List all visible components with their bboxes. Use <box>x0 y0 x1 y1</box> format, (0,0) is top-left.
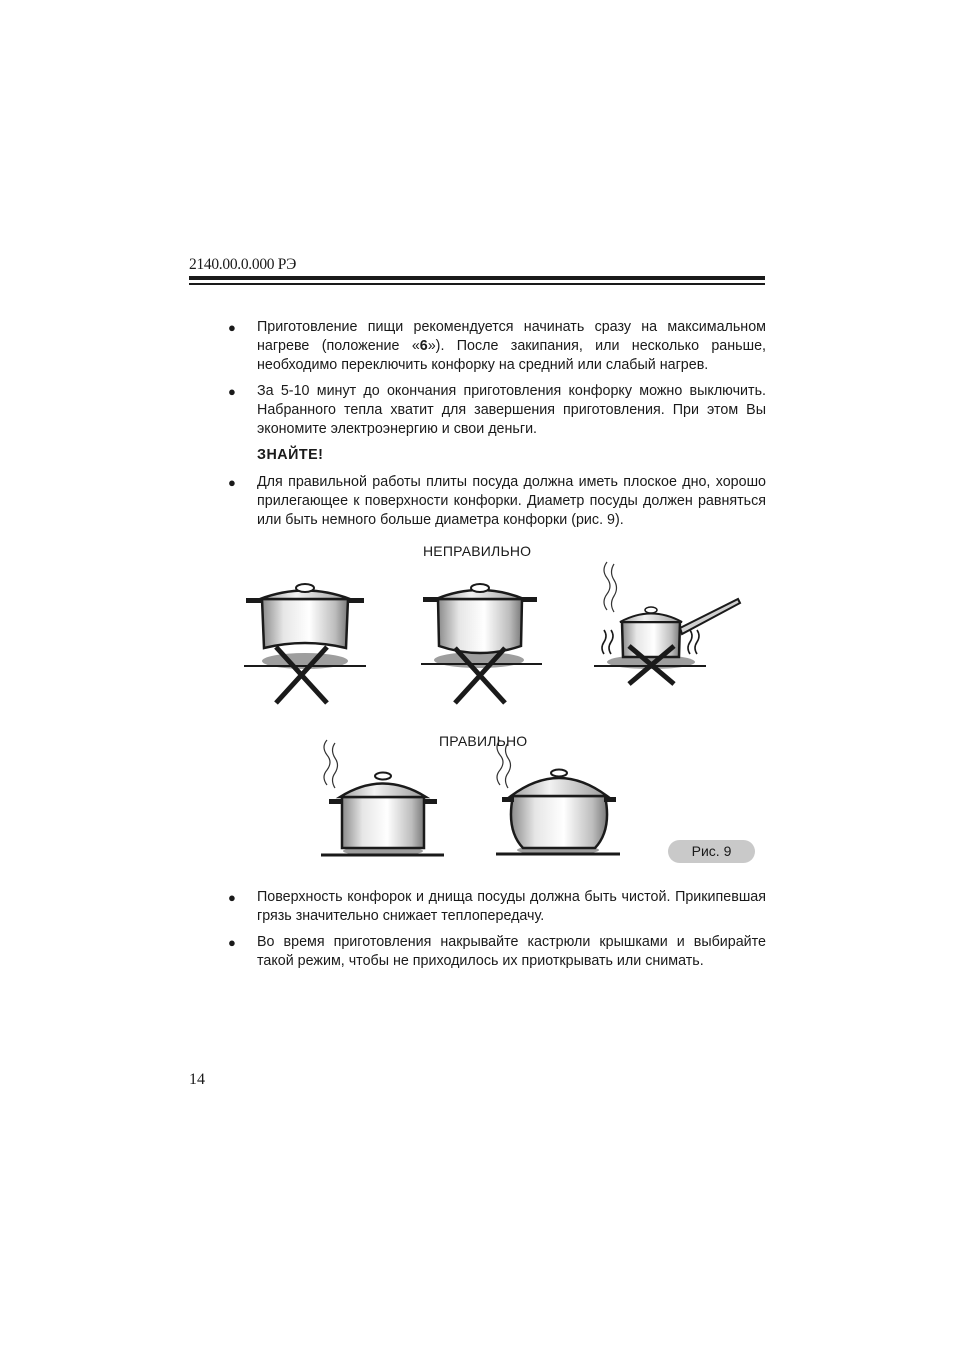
label-wrong: НЕПРАВИЛЬНО <box>423 543 532 559</box>
pot-correct-1 <box>321 740 444 856</box>
bullet-item <box>228 888 766 926</box>
label-right: ПРАВИЛЬНО <box>439 733 528 749</box>
pot-convex-bottom <box>421 584 542 703</box>
bullet-item <box>228 933 766 971</box>
bullet-text: Поверхность конфорок и днища посуды должна быть чистой. Прикипевшая грязь значительно снижает теплопередачу. <box>257 889 766 924</box>
bullet-text: Для правильной работы плиты посуда должна иметь плоское дно, хорошо прилегающее к поверхности конфорки. Диаметр посуды должен равняться или быть немного больше диаметра конфорки (рис. 9). <box>257 474 766 528</box>
bullet-text: За 5-10 минут до окончания приготовления конфорку можно выключить. Набранного тепла хватит для завершения приготовления. При этом Вы экономите электроэнергию и свои деньги. <box>257 383 766 437</box>
document-code: 2140.00.0.000 РЭ <box>189 256 297 273</box>
bullet-text: Во время приготовления накрывайте кастрюли крышками и выбирайте такой режим, чтобы не приходилось их приоткрывать или снимать. <box>257 934 766 969</box>
bullet-text-part: Приготовление пищи рекомендуется начинать сразу на максимальном нагреве (положение « <box>257 319 766 354</box>
bullet-dot-icon: ● <box>228 320 236 335</box>
position-number: 6 <box>419 338 428 354</box>
saucepan-too-small <box>594 562 740 684</box>
pot-correct-2 <box>496 740 620 855</box>
pot-concave-bottom <box>244 584 366 703</box>
bullet-text-part: »). После закипания, или несколько раньше, необходимо переключить конфорку на средний или слабый нагрев. <box>257 338 766 373</box>
figure-caption: Рис. 9 <box>668 840 755 863</box>
bullet-dot-icon: ● <box>228 890 236 905</box>
bullet-dot-icon: ● <box>228 475 236 490</box>
bullet-dot-icon: ● <box>228 384 236 399</box>
bullet-dot-icon: ● <box>228 935 236 950</box>
notice-heading: ЗНАЙТЕ! <box>257 447 324 463</box>
page-number: 14 <box>189 1071 205 1088</box>
